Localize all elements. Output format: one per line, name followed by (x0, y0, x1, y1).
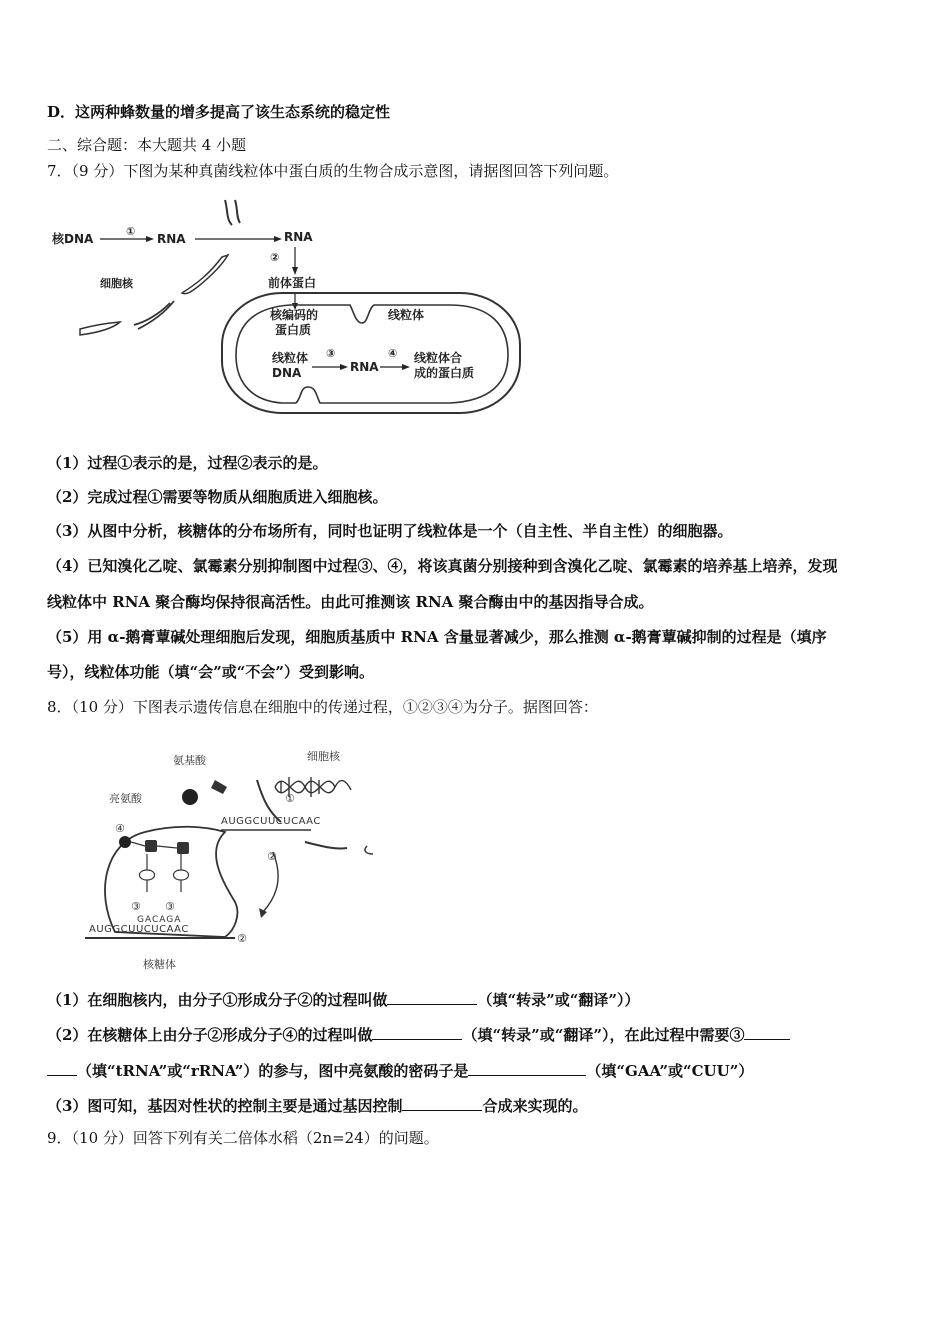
fig8-amino-shape (211, 780, 227, 794)
fig7-mito-protein-1: 线粒体合 (414, 351, 463, 365)
fig7-mito: 线粒体 (388, 308, 425, 322)
fig8-c4: ④ (115, 822, 125, 835)
q8-sub1: （1）在细胞核内，由分子①形成分子②的过程叫做 （填“转录”或“翻译”）） (47, 991, 640, 1009)
q8-sub3: （3）图可知，基因对性状的控制主要是通过基因控制 合成来实现的。 (47, 1097, 588, 1115)
fig7-mito-protein-2: 成的蛋白质 (414, 366, 475, 380)
section-title: 二、综合题：本大题共 4 小题 (47, 136, 247, 154)
fig7-envelope-3 (134, 301, 174, 329)
fig8-amino-acid: 氨基酸 (173, 754, 206, 767)
fig7-c4: ④ (388, 347, 398, 360)
q8-sub2b: （填“tRNA”或“rRNA”）的参与，图中亮氨酸的密码子是 （填“GAA”或“CUU”） (47, 1061, 753, 1081)
fig8-leucine: 亮氨酸 (109, 792, 142, 805)
q7-sub1: （1）过程①表示的是，过程②表示的是。 (47, 454, 328, 472)
fig7-c2: ② (270, 251, 280, 264)
fig7-rna1: RNA (157, 232, 186, 246)
fig8-amino-dot (182, 789, 198, 805)
q8-blank-4[interactable] (468, 1061, 586, 1076)
fig8-mrna-bottom: AUGGCUUCUCAAC (89, 924, 189, 935)
fig8-ribosome: 核糖体 (143, 958, 176, 971)
fig7-nuc-dna: 核DNA (52, 232, 94, 246)
q8-figure (85, 742, 385, 972)
q7-sub4a: （4）已知溴化乙啶、氯霉素分别抑制图中过程③、④，将该真菌分别接种到含溴化乙啶、氯霉素的培养基上培养，发现 (47, 557, 838, 575)
q7-sub5a: （5）用 α-鹅膏蕈碱处理细胞后发现，细胞质基质中 RNA 含量显著减少，那么推测 α-鹅膏蕈碱抑制的过程是（填序 (47, 628, 827, 646)
fig7-rna2: RNA (284, 230, 313, 244)
fig8-c2b: ② (237, 932, 247, 945)
fig7-mito-dna-1: 线粒体 (272, 351, 309, 365)
q8-blank-3b[interactable] (47, 1061, 77, 1076)
fig8-nucleus: 细胞核 (307, 750, 340, 763)
fig7-envelope-2 (182, 255, 228, 294)
q7-sub3: （3）从图中分析，核糖体的分布场所有，同时也证明了线粒体是一个（自主性、半自主性）的细胞器。 (47, 522, 733, 540)
q7-sub4b: 线粒体中 RNA 聚合酶均保持很高活性。由此可推测该 RNA 聚合酶由中的基因指导合成。 (47, 593, 654, 611)
fig8-trnas (140, 854, 189, 892)
fig8-mrna-top: AUGGCUUCUCAAC (221, 816, 321, 827)
fig8-c2a: ② (267, 850, 277, 863)
q8-blank-1[interactable] (387, 990, 477, 1005)
q8-sub2: （2）在核糖体上由分子②形成分子④的过程叫做 （填“转录”或“翻译”），在此过程中需要③ (47, 1025, 790, 1045)
fig7-mito-outer (222, 293, 520, 413)
q8-head: 8．（10 分）下图表示遗传信息在细胞中的传递过程，①②③④为分子。据图回答： (47, 698, 598, 716)
fig7-nucleus: 细胞核 (100, 277, 133, 290)
fig7-nuc-encoded-1: 核编码的 (270, 308, 319, 322)
fig8-envelope-3 (365, 846, 373, 854)
q8-blank-3a[interactable] (744, 1025, 790, 1040)
q9-head: 9．（10 分）回答下列有关二倍体水稻（2n=24）的问题。 (47, 1129, 439, 1147)
fig7-nuc-encoded-2: 蛋白质 (275, 323, 312, 337)
fig7-precursor: 前体蛋白 (268, 276, 317, 290)
fig8-c3a: ③ (131, 900, 141, 913)
fig7-rna3: RNA (350, 360, 379, 374)
fig8-envelope-2 (305, 842, 347, 849)
fig8-c1: ① (285, 792, 295, 805)
q7-figure (50, 195, 530, 420)
fig7-c3: ③ (326, 347, 336, 360)
fig7-envelope-4 (80, 322, 120, 335)
fig7-envelope-1 (225, 200, 240, 225)
option-d: D．这两种蜂数量的增多提高了该生态系统的稳定性 (47, 103, 391, 121)
q8-blank-2[interactable] (372, 1025, 462, 1040)
fig7-mito-dna-2: DNA (272, 366, 302, 380)
q7-sub2: （2）完成过程①需要等物质从细胞质进入细胞核。 (47, 488, 388, 506)
fig8-anticodons: GACAGA (137, 915, 182, 925)
fig8-c3b: ③ (165, 900, 175, 913)
q7-sub5b: 号），线粒体功能（填“会”或“不会”）受到影响。 (47, 663, 375, 681)
q8-blank-5[interactable] (402, 1096, 482, 1111)
q7-head: 7．（9 分）下图为某种真菌线粒体中蛋白质的生物合成示意图，请据图回答下列问题。 (47, 162, 619, 180)
fig7-c1: ① (126, 225, 136, 238)
